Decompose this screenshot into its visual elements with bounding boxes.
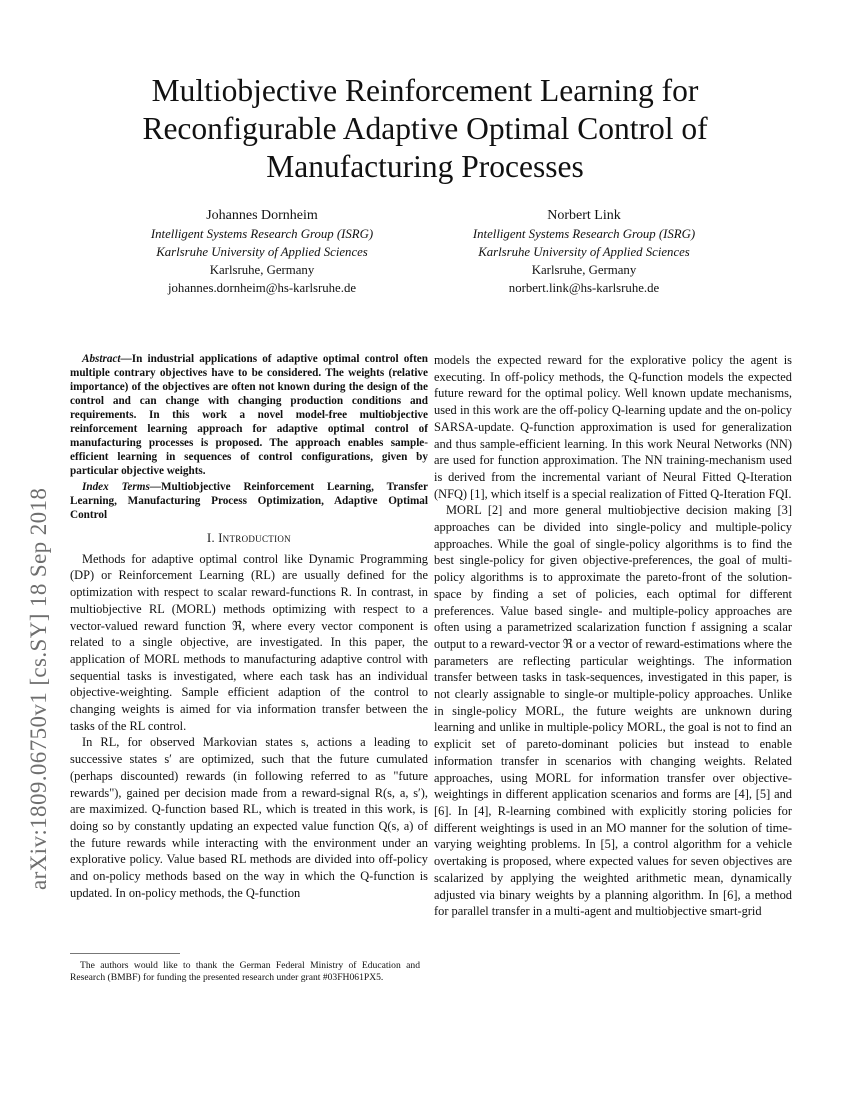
right-column [434, 352, 792, 920]
paragraph: MORL [2] and more general multiobjective decision making [3] approaches can be divided into single-policy and multiple-policy approaches. While the goal of single-policy algorithms is to find the best single-policy for given objective-preferences, the goal of multi-policy algorithms is to approximate the pareto-front of the solution-space by finding a set of policies, each optimal for different preferences. Value based single- and multiple-policy approaches are often using a parametrized scalarization function f assigning a scalar output to a reward-vector ℜ or a vector of reward-estimations where the parameters are reflecting particular weightings. The information transfer between tasks in task-sequences, investigated in this paper, is not clearly assignable to single-or multiple-policy approaches. Unlike in single-policy MORL, the future weights are unknown during learning and unlike in multiple-policy MORL, the goal is not to find an explicit set of pareto-dominant policies but instead to enable information transfer in scenarios with changing weights. Related approaches, using MORL for information transfer over objective-weightings in different application scenarios and forms are [4], [5] and [6]. In [4], R-learning combined with explicitly storing policies for different weightings is used in an MO manner for the solution of time-varying weighting problems. In [5], a control algorithm for a vehicle overtaking is proposed, where expected values for seven objectives are scalarized by applying the weighted arithmetic mean, dynamically adjusted via binary weights by a planning algorithm. In [6], a method for parallel transfer in a multi-agent and multiobjective smart-grid [434, 503, 792, 919]
paper-title [70, 72, 780, 186]
arxiv-stamp [4, 320, 51, 890]
author-university: Karlsruhe University of Applied Sciences [156, 245, 368, 259]
arxiv-id: arXiv:1809.06750v1 [cs.SY] 18 Sep 2018 [26, 487, 51, 890]
abstract [70, 352, 428, 478]
author-location: Karlsruhe, Germany [209, 263, 315, 277]
section-heading [70, 530, 428, 547]
index-terms-text: —Multiobjective Reinforcement Learning, Transfer Learning, Manufacturing Process Optimization, Adaptive Optimal Control [70, 481, 428, 521]
title-line: Multiobjective Reinforcement Learning for [151, 73, 699, 108]
abstract-label: Abstract [82, 353, 121, 365]
author-block-1 [102, 207, 422, 297]
author-name: Johannes Dornheim [206, 208, 318, 223]
footnote-rule [70, 953, 180, 954]
author-group: Intelligent Systems Research Group (ISRG) [150, 227, 374, 241]
index-terms [70, 480, 428, 522]
title-line: Manufacturing Processes [266, 149, 584, 184]
section-title: Introduction [218, 531, 291, 545]
author-name: Norbert Link [547, 208, 621, 223]
title-line: Reconfigurable Adaptive Optimal Control of [142, 111, 708, 146]
author-email[interactable]: johannes.dornheim@hs-karlsruhe.de [167, 281, 357, 295]
author-email[interactable]: norbert.link@hs-karlsruhe.de [508, 281, 660, 295]
section-number: I. [207, 531, 215, 545]
footnote: The authors would like to thank the German Federal Ministry of Education and Research (BMBF) for funding the presented research under grant #03FH061PX5. [70, 960, 420, 983]
author-university: Karlsruhe University of Applied Sciences [478, 245, 690, 259]
abstract-text: —In industrial applications of adaptive optimal control often multiple contrary objectives have to be considered. The weights (relative importance) of the objectives are often not known during the design of the control and can change with changing production conditions and requirements. In this work a novel model-free multiobjective reinforcement learning approach for adaptive optimal control of manufacturing processes is proposed. The approach enables sample-efficient learning in sequences of control configurations, given by particular objective weights. [70, 353, 428, 477]
left-column [70, 352, 428, 901]
paragraph: In RL, for observed Markovian states s, actions a leading to successive states s′ are optimized, such that the future cumulated (perhaps discounted) rewards (in following referred to as "future rewards"), gained per decision made from a reward-signal R(s, a, s′), are maximized. Q-function based RL, which is treated in this work, is doing so by constantly updating an expected value function Q(s, a) of the future rewards while interacting with the environment under an explorative policy. Value based RL methods are divided into off-policy and on-policy methods based on the way in which the Q-function is updated. In on-policy methods, the Q-function [70, 735, 428, 900]
author-group: Intelligent Systems Research Group (ISRG) [472, 227, 696, 241]
index-terms-label: Index Terms [82, 481, 150, 493]
paragraph: Methods for adaptive optimal control like Dynamic Programming (DP) or Reinforcement Learning (RL) are usually defined for the optimization with respect to scalar reward-functions R. In contrast, in multiobjective RL (MORL) methods optimizing with respect to a vector-valued reward function ℜ, where every vector component is related to a single objective, are investigated. In this paper, the application of MORL methods to manufacturing adaptive control with sequential tasks is investigated, where each task has an individual objective-weighting. Sample efficient adaption of the control to changing weights is aimed for via information transfer between the tasks of the RL control. [70, 551, 428, 733]
author-block-2 [424, 207, 744, 297]
author-location: Karlsruhe, Germany [531, 263, 637, 277]
paragraph: models the expected reward for the explorative policy the agent is executing. In off-policy methods, the Q-function models the expected future reward for the optimal policy. Well known update mechanisms, used in this work are the off-policy Q-learning update and the on-policy SARSA-update. Q-function approximation is used for generalization and thus sample-efficient learning. In this work Neural Networks (NN) are used for function approximation. The NN training-mechanism used is derived from the incremental variant of Neural Fitted Q-Iteration (NFQ) [1], which itself is a special realization of Fitted Q-Iteration FQI. [434, 353, 792, 501]
